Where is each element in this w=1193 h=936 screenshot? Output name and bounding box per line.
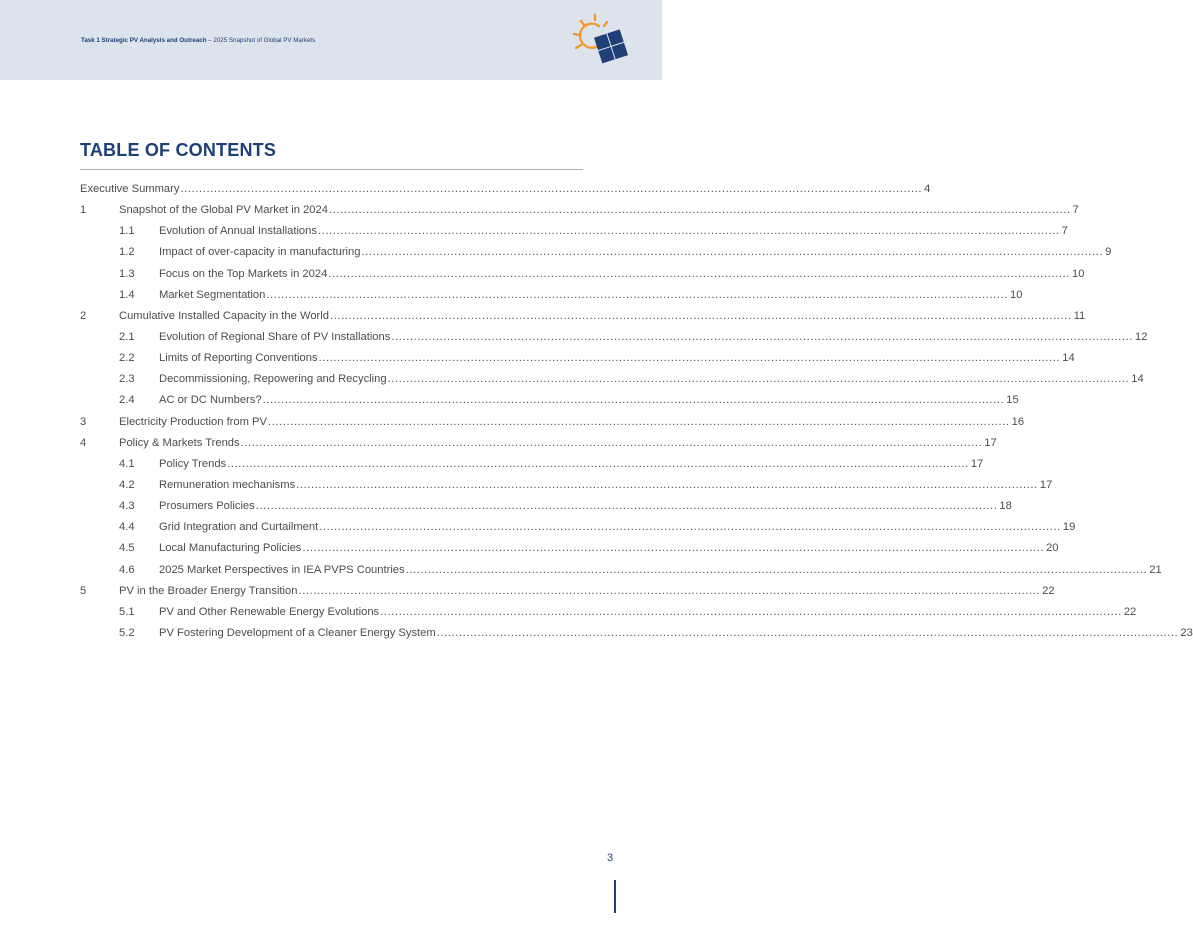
toc-leader-dots: ........................................................................................................................................................................................................ — [387, 373, 1130, 386]
toc-leader-dots: ........................................................................................................................................................................................................ — [262, 394, 1005, 407]
toc-entry[interactable] — [80, 242, 1112, 263]
toc-entry-number: 2.4 — [119, 394, 135, 407]
toc-entry-title: PV in the Broader Energy Transition — [119, 584, 298, 597]
toc-entry-title: Remuneration mechanisms — [159, 478, 296, 491]
toc-entry-title: Evolution of Annual Installations — [159, 225, 317, 238]
toc-leader-dots: ........................................................................................................................................................................................................ — [302, 542, 1045, 555]
toc-entry-line — [159, 264, 1085, 285]
toc-leader-dots: ........................................................................................................................................................................................................ — [266, 288, 1008, 301]
page-number: 3 — [607, 852, 614, 864]
toc-entry-line — [159, 369, 1144, 390]
toc-leader-dots: ........................................................................................................................................................................................................ — [255, 500, 998, 513]
toc-entry-line — [119, 581, 1055, 602]
toc-entry-line — [159, 496, 1012, 517]
toc-leader-dots: ........................................................................................................................................................................................................ — [405, 563, 1148, 576]
toc-entry[interactable] — [80, 581, 1055, 602]
toc-entry[interactable] — [80, 285, 1023, 306]
toc-entry-title: AC or DC Numbers? — [159, 394, 262, 407]
header-document-title: – 2025 Snapshot of Global PV Markets — [206, 37, 316, 44]
toc-entry-page: 17 — [970, 457, 984, 470]
toc-entry-page: 10 — [1071, 267, 1085, 280]
toc-entry-title: Market Segmentation — [159, 288, 266, 301]
toc-leader-dots: ........................................................................................................................................................................................................ — [361, 246, 1104, 259]
toc-list — [80, 179, 1193, 644]
toc-entry-line — [159, 538, 1059, 559]
toc-entry-number: 4.6 — [119, 563, 135, 576]
toc-entry-page: 16 — [1011, 415, 1025, 428]
header-task-title: Task 1 Strategic PV Analysis and Outreach — [81, 37, 207, 44]
toc-leader-dots: ........................................................................................................................................................................................................ — [328, 204, 1071, 217]
toc-entry-line — [119, 433, 997, 454]
toc-entry-number: 4 — [80, 436, 87, 449]
toc-entry-number: 2.2 — [119, 352, 135, 365]
toc-leader-dots: ........................................................................................................................................................................................................ — [227, 457, 969, 470]
toc-entry[interactable] — [80, 538, 1059, 559]
toc-entry-title: Policy & Markets Trends — [119, 436, 240, 449]
toc-entry-line — [159, 221, 1068, 242]
toc-entry-title: Electricity Production from PV — [119, 415, 267, 428]
toc-entry-line — [159, 390, 1019, 411]
toc-entry-page: 18 — [999, 500, 1012, 513]
toc-entry[interactable] — [80, 623, 1193, 644]
toc-entry-number: 4.3 — [119, 500, 135, 513]
toc-heading: TABLE OF CONTENTS — [80, 140, 277, 160]
toc-entry-page: 21 — [1149, 563, 1162, 576]
toc-entry-page: 11 — [1073, 309, 1086, 322]
toc-leader-dots: ........................................................................................................................................................................................................ — [329, 309, 1072, 322]
toc-entry[interactable] — [80, 475, 1053, 496]
toc-entry[interactable] — [80, 496, 1012, 517]
toc-entry-title: PV Fostering Development of a Cleaner Energy System — [159, 626, 436, 639]
toc-entry-page: 22 — [1042, 584, 1055, 597]
toc-entry-page: 10 — [1010, 288, 1023, 301]
page-header — [0, 0, 662, 80]
toc-entry-number: 1 — [80, 204, 87, 217]
toc-entry[interactable] — [80, 179, 931, 200]
toc-entry-line — [159, 623, 1193, 644]
toc-entry-number: 1.2 — [119, 246, 135, 259]
toc-entry-page: 7 — [1072, 204, 1079, 217]
toc-entry-title: Impact of over-capacity in manufacturing — [159, 246, 361, 259]
toc-entry-page: 19 — [1062, 521, 1076, 534]
toc-entry-line — [159, 242, 1112, 263]
toc-entry[interactable] — [80, 433, 997, 454]
toc-entry[interactable] — [80, 348, 1075, 369]
toc-entry-number: 4.1 — [119, 457, 135, 470]
toc-entry-page: 14 — [1131, 373, 1144, 386]
toc-entry-title: Policy Trends — [159, 457, 227, 470]
toc-entry-number: 5.1 — [119, 605, 135, 618]
toc-entry-line — [119, 306, 1086, 327]
toc-leader-dots: ........................................................................................................................................................................................................ — [391, 330, 1134, 343]
toc-entry-number: 5 — [80, 584, 87, 597]
toc-entry-line — [159, 475, 1053, 496]
toc-entry-line — [159, 560, 1162, 581]
toc-leader-dots: ........................................................................................................................................................................................................ — [240, 436, 983, 449]
toc-entry-title: Executive Summary — [80, 183, 180, 195]
toc-entry-line — [119, 412, 1025, 433]
toc-entry-page: 12 — [1135, 330, 1148, 343]
toc-entry-title: Grid Integration and Curtailment — [159, 521, 319, 534]
toc-entry-number: 4.4 — [119, 521, 135, 534]
toc-divider — [80, 169, 583, 170]
toc-entry-page: 14 — [1062, 352, 1075, 365]
toc-entry-title: Cumulative Installed Capacity in the World — [119, 309, 329, 322]
toc-leader-dots: ........................................................................................................................................................................................................ — [298, 584, 1041, 597]
toc-leader-dots: ........................................................................................................................................................................................................ — [296, 478, 1038, 491]
toc-entry[interactable] — [80, 454, 984, 475]
toc-entry-title: Limits of Reporting Conventions — [159, 352, 318, 365]
toc-leader-dots: ........................................................................................................................................................................................................ — [267, 415, 1010, 428]
toc-entry[interactable] — [80, 200, 1079, 221]
toc-leader-dots: ........................................................................................................................................................................................................ — [180, 183, 923, 195]
toc-entry-title: PV and Other Renewable Energy Evolutions — [159, 605, 380, 618]
toc-entry[interactable] — [80, 306, 1086, 327]
toc-entry[interactable] — [80, 221, 1068, 242]
toc-entry-line — [119, 200, 1079, 221]
toc-entry[interactable] — [80, 369, 1144, 390]
toc-entry-line — [159, 602, 1137, 623]
toc-entry-page: 17 — [1039, 478, 1053, 491]
toc-entry-number: 1.1 — [119, 225, 135, 238]
toc-leader-dots: ........................................................................................................................................................................................................ — [380, 605, 1122, 618]
toc-entry-title: Local Manufacturing Policies — [159, 542, 302, 555]
toc-leader-dots: ........................................................................................................................................................................................................ — [328, 267, 1070, 280]
toc-entry-page: 22 — [1123, 605, 1137, 618]
toc-entry-line — [159, 348, 1075, 369]
toc-entry-title: Focus on the Top Markets in 2024 — [159, 267, 328, 280]
toc-entry-page: 17 — [984, 436, 997, 449]
toc-entry-number: 5.2 — [119, 626, 135, 639]
toc-entry-number: 2 — [80, 309, 87, 322]
toc-entry-line — [159, 454, 984, 475]
toc-entry-title: 2025 Market Perspectives in IEA PVPS Countries — [159, 563, 405, 576]
toc-entry-number: 3 — [80, 415, 87, 428]
toc-entry-page: 23 — [1180, 626, 1193, 639]
toc-entry-line — [159, 285, 1023, 306]
toc-leader-dots: ........................................................................................................................................................................................................ — [436, 626, 1179, 639]
toc-entry-number: 2.3 — [119, 373, 135, 386]
toc-entry-page: 7 — [1061, 225, 1068, 238]
toc-entry-page: 4 — [924, 183, 931, 195]
toc-entry[interactable] — [80, 560, 1162, 581]
toc-entry[interactable] — [80, 517, 1076, 538]
toc-entry-line — [80, 179, 931, 200]
toc-entry-title: Prosumers Policies — [159, 500, 255, 513]
toc-entry-title: Evolution of Regional Share of PV Installations — [159, 330, 391, 343]
toc-entry-title: Snapshot of the Global PV Market in 2024 — [119, 204, 328, 217]
toc-entry[interactable] — [80, 327, 1148, 348]
iea-pvps-logo-icon — [571, 14, 633, 68]
toc-entry-page: 9 — [1105, 246, 1112, 259]
toc-leader-dots: ........................................................................................................................................................................................................ — [319, 521, 1061, 534]
toc-entry[interactable] — [80, 602, 1137, 623]
toc-entry-number: 1.3 — [119, 267, 135, 280]
toc-leader-dots: ........................................................................................................................................................................................................ — [317, 225, 1060, 238]
toc-entry-number: 4.5 — [119, 542, 135, 555]
toc-entry-number: 1.4 — [119, 288, 135, 301]
toc-entry[interactable] — [80, 412, 1025, 433]
toc-entry[interactable] — [80, 264, 1085, 285]
toc-entry-title: Decommissioning, Repowering and Recycling — [159, 373, 387, 386]
toc-entry-number: 2.1 — [119, 330, 135, 343]
toc-entry-page: 15 — [1006, 394, 1019, 407]
toc-entry-line — [159, 327, 1148, 348]
page-margin-bar — [614, 880, 616, 913]
toc-entry-number: 4.2 — [119, 478, 135, 491]
header-running-title — [81, 37, 315, 44]
toc-leader-dots: ........................................................................................................................................................................................................ — [318, 352, 1061, 365]
toc-entry-page: 20 — [1046, 542, 1059, 555]
toc-entry-line — [159, 517, 1076, 538]
toc-entry[interactable] — [80, 390, 1019, 411]
